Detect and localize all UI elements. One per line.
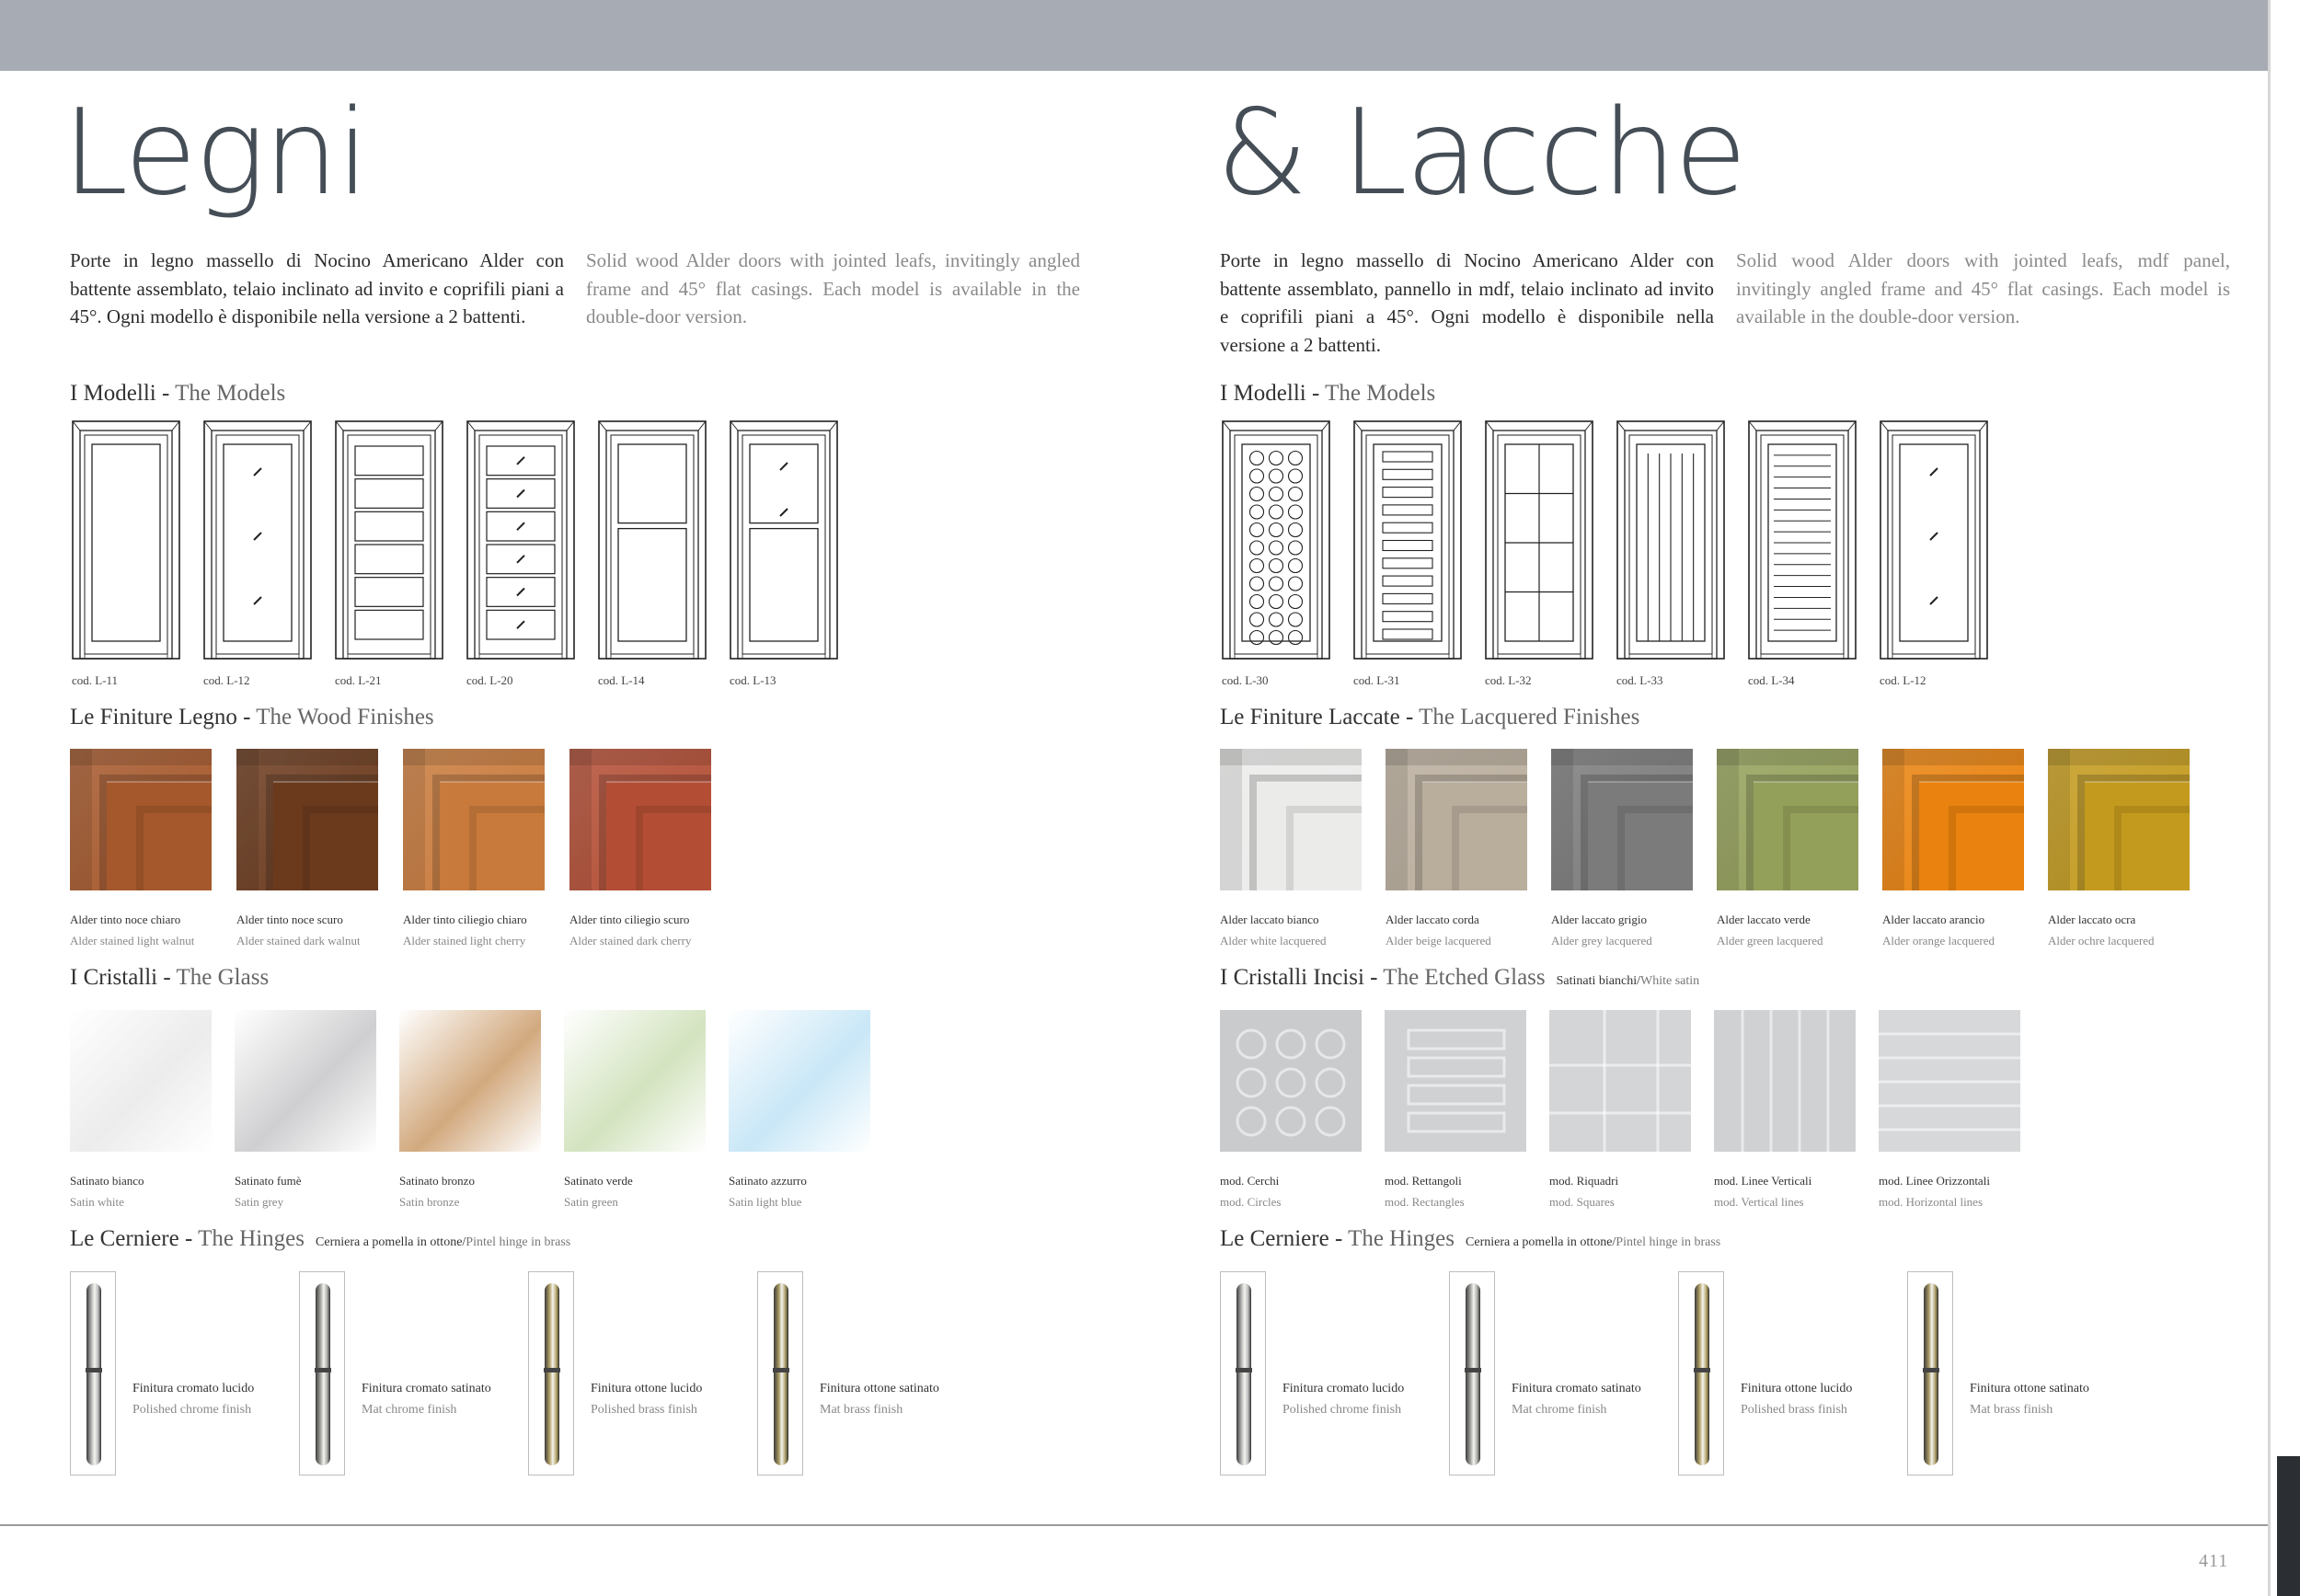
- models-heading: I Modelli - The Models: [1220, 381, 1436, 406]
- door-model: [335, 420, 443, 687]
- hinge-label-italian: Finitura cromato satinato: [362, 1382, 491, 1395]
- hinge-label-italian: Finitura cromato lucido: [1282, 1382, 1405, 1395]
- swatch-label-italian: Alder tinto noce scuro: [236, 913, 343, 926]
- intro-english: Solid wood Alder doors with jointed leafs, invitingly angled frame and 45° flat casings. Each model is available in the double-door version.: [586, 249, 1080, 327]
- swatch-label-english: Alder stained light cherry: [403, 934, 526, 947]
- swatch-label-english: mod. Squares: [1549, 1195, 1615, 1209]
- wood-finish-sample: [403, 749, 545, 890]
- door-drawing: [466, 420, 575, 661]
- swatch-label-italian: Satinato verde: [564, 1174, 633, 1188]
- door-model: [72, 420, 180, 687]
- door-model: [1222, 420, 1330, 687]
- swatch-label-english: Satin green: [564, 1195, 618, 1209]
- wood-finish-sample: [70, 749, 212, 890]
- swatch-label-english: Alder grey lacquered: [1551, 934, 1652, 947]
- lacquer-finish-sample: [1386, 749, 1527, 890]
- glass-sample: [399, 1010, 541, 1152]
- hinge-icon: [70, 1271, 116, 1475]
- door-drawing: [203, 420, 312, 661]
- etched-glass-sample: [1714, 1010, 1856, 1152]
- hinges-heading: Le Cerniere - The Hinges Cerniera a pomella in ottone/Pintel hinge in brass: [1220, 1226, 1721, 1251]
- swatch-label-english: Alder stained dark walnut: [236, 934, 361, 947]
- page-title-lacche: & Lacche: [1216, 85, 1745, 222]
- swatch-label-english: Satin light blue: [729, 1195, 802, 1209]
- door-code: cod. L-20: [466, 673, 513, 687]
- glass-sample: [729, 1010, 870, 1152]
- hinge-icon: [757, 1271, 803, 1475]
- hinge-label-italian: Finitura cromato lucido: [132, 1382, 255, 1395]
- swatch-label-italian: Satinato bianco: [70, 1174, 144, 1188]
- door-model: [1353, 420, 1462, 687]
- swatch-label-italian: mod. Linee Verticali: [1714, 1174, 1812, 1188]
- door-drawing: [72, 420, 180, 661]
- door-code: cod. L-34: [1748, 673, 1795, 687]
- hinge-label-italian: Finitura ottone satinato: [1970, 1382, 2089, 1395]
- intro-italian: Porte in legno massello di Nocino Americano Alder con battente assemblato, telaio inclinato ad invito e coprifili piani a 45°. Ogni modello è disponibile nella versione a 2 battenti.: [70, 249, 564, 327]
- page-number: 411: [2199, 1551, 2229, 1571]
- wood-finishes-heading: Le Finiture Legno - The Wood Finishes: [70, 705, 434, 729]
- door-code: cod. L-30: [1222, 673, 1269, 687]
- door-code: cod. L-31: [1353, 673, 1400, 687]
- wood-finish-sample: [569, 749, 711, 890]
- hinge-item: [1907, 1271, 2128, 1475]
- hinge-icon: [1907, 1271, 1953, 1475]
- door-code: cod. L-12: [203, 673, 250, 687]
- door-code: cod. L-13: [730, 673, 776, 687]
- right-page: [1216, 0, 2300, 1524]
- swatch-label-italian: Alder tinto ciliegio scuro: [569, 913, 690, 926]
- hinge-label-italian: Finitura ottone lucido: [1741, 1382, 1853, 1395]
- etched-glass-sample: [1385, 1010, 1526, 1152]
- etched-glass-sample: [1549, 1010, 1691, 1152]
- hinge-item: [528, 1271, 749, 1475]
- hinges-note: Cerniera a pomella in ottone/Pintel hinge in brass: [316, 1235, 571, 1249]
- page-title-legni: Legni: [63, 85, 368, 222]
- glass-sample: [70, 1010, 212, 1152]
- swatch-label-english: mod. Vertical lines: [1714, 1195, 1804, 1209]
- lacquer-finish-sample: [1551, 749, 1693, 890]
- door-model: [1880, 420, 1988, 687]
- footer-rule: [0, 1524, 2268, 1526]
- hinges-heading: Le Cerniere - The Hinges Cerniera a pomella in ottone/Pintel hinge in brass: [70, 1226, 571, 1251]
- door-code: cod. L-11: [72, 673, 119, 687]
- left-page: [63, 0, 1156, 1524]
- intro-english: Solid wood Alder doors with jointed leafs, mdf panel, invitingly angled frame and 45° flat casings. Each model is available in the double-door version.: [1736, 249, 2230, 327]
- swatch-label-english: mod. Horizontal lines: [1879, 1195, 1984, 1209]
- swatch-label-english: Satin bronze: [399, 1195, 460, 1209]
- door-code: cod. L-21: [335, 673, 382, 687]
- lacquer-finish-sample: [1220, 749, 1362, 890]
- hinge-item: [1678, 1271, 1899, 1475]
- door-drawing: [1485, 420, 1593, 661]
- hinge-item: [299, 1271, 520, 1475]
- swatch-label-english: mod. Circles: [1220, 1195, 1282, 1209]
- hinge-label-italian: Finitura ottone satinato: [820, 1382, 939, 1395]
- door-drawing: [730, 420, 838, 661]
- swatch-label-italian: Alder laccato corda: [1386, 913, 1479, 926]
- swatch-label-italian: mod. Rettangoli: [1385, 1174, 1462, 1188]
- hinge-item: [1449, 1271, 1670, 1475]
- hinge-label-english: Polished brass finish: [1741, 1403, 1847, 1417]
- swatch-label-italian: mod. Linee Orizzontali: [1879, 1174, 1990, 1188]
- swatch-label-english: Alder stained dark cherry: [569, 934, 692, 947]
- glass-sample: [564, 1010, 706, 1152]
- hinge-label-english: Mat chrome finish: [1512, 1403, 1607, 1417]
- door-model: [598, 420, 707, 687]
- hinge-label-english: Mat chrome finish: [362, 1403, 457, 1417]
- door-drawing: [335, 420, 443, 661]
- door-model: [466, 420, 575, 687]
- swatch-label-italian: Satinato bronzo: [399, 1174, 475, 1188]
- door-drawing: [1353, 420, 1462, 661]
- swatch-label-english: Alder stained light walnut: [70, 934, 195, 947]
- swatch-label-italian: Alder laccato arancio: [1882, 913, 1985, 926]
- hinge-label-english: Polished brass finish: [591, 1403, 697, 1417]
- swatch-label-italian: Alder laccato ocra: [2048, 913, 2136, 926]
- door-code: cod. L-32: [1485, 673, 1532, 687]
- lacquer-finish-sample: [2048, 749, 2190, 890]
- door-drawing: [1748, 420, 1857, 661]
- hinge-item: [757, 1271, 978, 1475]
- swatch-label-italian: Satinato fumè: [235, 1174, 302, 1188]
- swatch-label-english: Alder ochre lacquered: [2048, 934, 2155, 947]
- glass-sample: [235, 1010, 376, 1152]
- hinge-label-italian: Finitura ottone lucido: [591, 1382, 703, 1395]
- hinge-label-english: Polished chrome finish: [132, 1403, 252, 1417]
- swatch-label-english: mod. Rectangles: [1385, 1195, 1465, 1209]
- hinge-item: [70, 1271, 291, 1475]
- intro-italian: Porte in legno massello di Nocino Americano Alder con battente assemblato, pannello in mdf, telaio inclinato ad invito e coprifili piani a 45°. Ogni modello è disponibile nella versione a 2 battenti.: [1220, 249, 1714, 356]
- lacquer-finish-sample: [1717, 749, 1858, 890]
- swatch-label-italian: Alder laccato verde: [1717, 913, 1811, 926]
- etched-glass-sample: [1220, 1010, 1362, 1152]
- door-drawing: [598, 420, 707, 661]
- swatch-label-english: Alder white lacquered: [1220, 934, 1327, 947]
- door-drawing: [1880, 420, 1988, 661]
- hinges-note: Cerniera a pomella in ottone/Pintel hinge in brass: [1466, 1235, 1721, 1249]
- glass-heading: I Cristalli - The Glass: [70, 965, 270, 990]
- etched-glass-sample: [1879, 1010, 2020, 1152]
- door-model: [203, 420, 312, 687]
- wood-finish-sample: [236, 749, 378, 890]
- swatch-label-english: Alder orange lacquered: [1882, 934, 1995, 947]
- hinge-label-english: Mat brass finish: [1970, 1403, 2053, 1417]
- door-code: cod. L-14: [598, 673, 645, 687]
- door-code: cod. L-33: [1616, 673, 1663, 687]
- swatch-label-italian: mod. Cerchi: [1220, 1174, 1280, 1188]
- glass-note: Satinati bianchi/White satin: [1556, 974, 1700, 988]
- swatch-label-italian: Alder tinto noce chiaro: [70, 913, 181, 926]
- door-model: [730, 420, 838, 687]
- hinge-label-italian: Finitura cromato satinato: [1512, 1382, 1641, 1395]
- door-drawing: [1616, 420, 1725, 661]
- lacquer-finish-sample: [1882, 749, 2024, 890]
- swatch-label-italian: mod. Riquadri: [1549, 1174, 1619, 1188]
- swatch-label-italian: Alder laccato bianco: [1220, 913, 1319, 926]
- hinge-icon: [1678, 1271, 1724, 1475]
- etched-glass-heading: I Cristalli Incisi - The Etched Glass Satinati bianchi/White satin: [1220, 965, 1700, 990]
- swatch-label-english: Satin grey: [235, 1195, 284, 1209]
- door-code: cod. L-12: [1880, 673, 1926, 687]
- swatch-label-italian: Satinato azzurro: [729, 1174, 807, 1188]
- door-model: [1616, 420, 1725, 687]
- door-model: [1748, 420, 1857, 687]
- door-drawing: [1222, 420, 1330, 661]
- hinge-icon: [299, 1271, 345, 1475]
- hinge-label-english: Mat brass finish: [820, 1403, 903, 1417]
- hinge-label-english: Polished chrome finish: [1282, 1403, 1402, 1417]
- swatch-label-english: Satin white: [70, 1195, 124, 1209]
- swatch-label-english: Alder green lacquered: [1717, 934, 1823, 947]
- hinge-icon: [528, 1271, 574, 1475]
- lacquered-finishes-heading: Le Finiture Laccate - The Lacquered Finishes: [1220, 705, 1640, 729]
- swatch-label-italian: Alder tinto ciliegio chiaro: [403, 913, 527, 926]
- door-model: [1485, 420, 1593, 687]
- hinge-item: [1220, 1271, 1441, 1475]
- swatch-label-italian: Alder laccato grigio: [1551, 913, 1647, 926]
- hinge-icon: [1449, 1271, 1495, 1475]
- models-heading: I Modelli - The Models: [70, 381, 286, 406]
- hinge-icon: [1220, 1271, 1266, 1475]
- swatch-label-english: Alder beige lacquered: [1386, 934, 1491, 947]
